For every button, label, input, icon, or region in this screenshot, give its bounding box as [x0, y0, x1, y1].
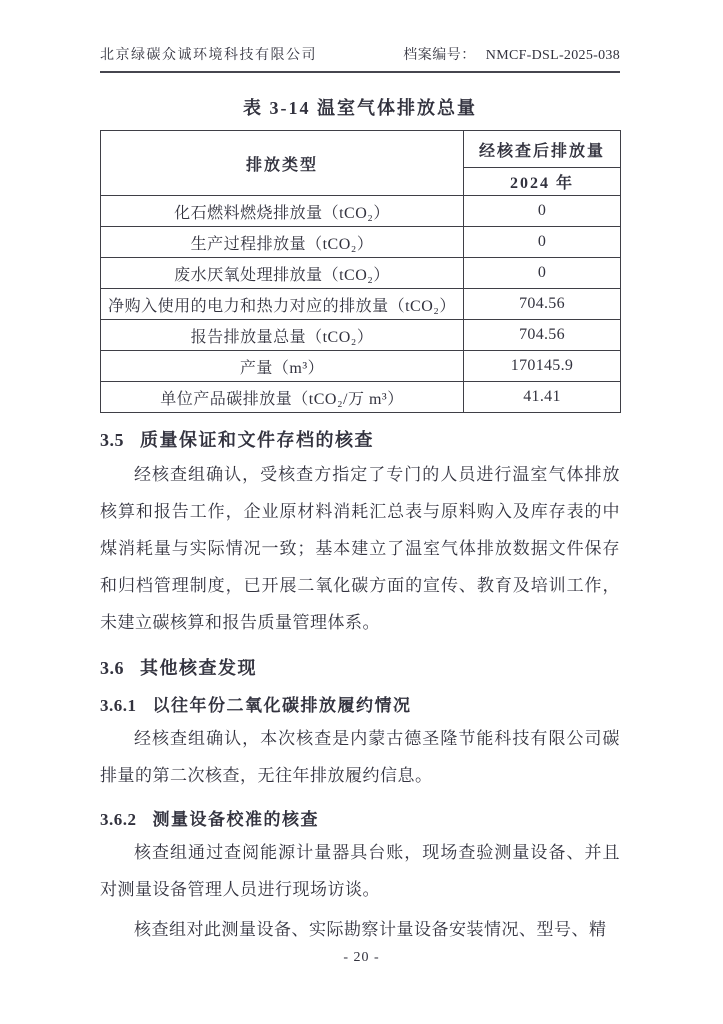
- section-3-6-2-heading: [100, 805, 620, 830]
- row-value-electricity-heat: 704.56: [464, 289, 621, 320]
- section-number: 3.6.2: [100, 810, 137, 829]
- row-label-output: 产量（m³）: [101, 351, 464, 382]
- section-title: 以往年份二氧化碳排放履约情况: [152, 696, 412, 715]
- row-value-fossil-fuel: 0: [464, 196, 621, 227]
- column-header-year: 2024 年: [464, 168, 621, 196]
- paragraph: 核查组对此测量设备、实际勘察计量设备安装情况、型号、精: [134, 920, 607, 939]
- table-row: [101, 258, 621, 289]
- archive-number-value: NMCF-DSL-2025-038: [485, 48, 620, 63]
- column-header-verified-emissions: 经核查后排放量: [464, 131, 621, 168]
- paragraph: 经核查组确认，受核查方指定了专门的人员进行温室气体排放核算和报告工作，企业原材料消耗汇总表与原料购入及库存表的中煤消耗量与实际情况一致；基本建立了温室气体排放数据文件保存和归档管理制度，已开展二氧化碳方面的宣传、教育及培训工作，未建立碳核算和报告质量管理体系。: [100, 465, 620, 632]
- archive-number-block: [403, 44, 620, 64]
- document-header: [100, 44, 620, 73]
- row-label-fossil-fuel: 化石燃料燃烧排放量（tCO₂）: [101, 196, 464, 227]
- column-header-emission-type: 排放类型: [101, 131, 464, 196]
- section-number: 3.6.1: [100, 696, 137, 715]
- archive-number-label: 档案编号：: [403, 48, 476, 63]
- row-label-process: 生产过程排放量（tCO₂）: [101, 227, 464, 258]
- section-title: 测量设备校准的核查: [152, 810, 319, 829]
- table-row: [101, 289, 621, 320]
- row-value-total-reported: 704.56: [464, 320, 621, 351]
- section-3-6-1: [100, 691, 620, 794]
- section-title: 其他核查发现: [140, 658, 257, 678]
- section-title: 质量保证和文件存档的核查: [140, 430, 374, 450]
- row-label-electricity-heat: 净购入使用的电力和热力对应的排放量（tCO₂）: [101, 289, 464, 320]
- section-number: 3.5: [100, 430, 124, 450]
- row-value-output: 170145.9: [464, 351, 621, 382]
- section-3-6-2: [100, 805, 620, 948]
- table-row: [101, 382, 621, 413]
- paragraph: 经核查组确认，本次核查是内蒙古德圣隆节能科技有限公司碳排量的第二次核查，无往年排放履约信息。: [100, 729, 620, 785]
- paragraph: 核查组通过查阅能源计量器具台账，现场查验测量设备、并且对测量设备管理人员进行现场访谈。: [100, 843, 620, 899]
- table-row: [101, 227, 621, 258]
- page-content: [100, 90, 620, 948]
- table-row: [101, 351, 621, 382]
- row-value-unit-product-emission: 41.41: [464, 382, 621, 413]
- section-3-5: [100, 426, 620, 641]
- table-row: [101, 196, 621, 227]
- row-label-unit-product-emission: 单位产品碳排放量（tCO₂/万 m³）: [101, 382, 464, 413]
- table-row: [101, 320, 621, 351]
- company-name: 北京绿碳众诚环境科技有限公司: [100, 48, 317, 63]
- section-3-6-heading: [100, 654, 620, 680]
- row-label-wastewater: 废水厌氧处理排放量（tCO₂）: [101, 258, 464, 289]
- section-3-6-1-heading: [100, 691, 620, 716]
- section-3-5-heading: [100, 426, 620, 452]
- section-3-6: [100, 654, 620, 680]
- section-number: 3.6: [100, 658, 124, 678]
- row-value-process: 0: [464, 227, 621, 258]
- row-label-total-reported: 报告排放量总量（tCO₂）: [101, 320, 464, 351]
- table-header-row-1: [101, 131, 621, 168]
- table-caption: 表 3-14 温室气体排放总量: [243, 98, 477, 118]
- row-value-wastewater: 0: [464, 258, 621, 289]
- page-number: - 20 -: [343, 950, 380, 965]
- emissions-table: [100, 130, 621, 413]
